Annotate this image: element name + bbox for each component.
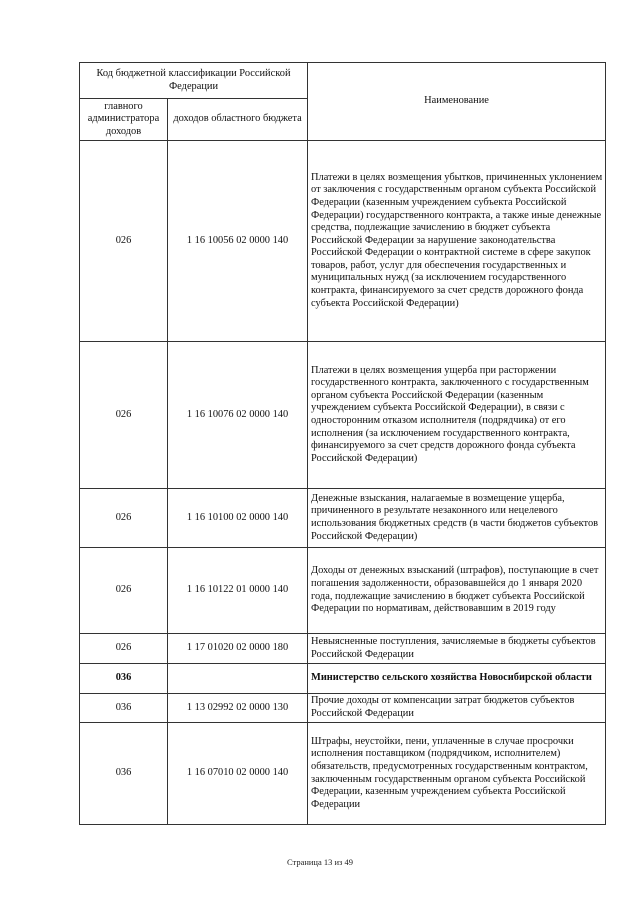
- income-name-cell: Платежи в целях возмещения ущерба при расторжении государственного контракта, заключенного с государственным органом субъекта Российской Федерации (казенным учреждением субъекта Российской Федерации), в связи с односторонним отказом исполнителя (подрядчика) от его исполнения (за исключением государственного контракта, финансируемого за счет средств дорожного фонда субъекта Российской Федерации): [308, 342, 606, 489]
- header-code-group: Код бюджетной классификации Российской Федерации: [80, 63, 308, 99]
- admin-code-cell: 026: [80, 489, 168, 548]
- income-code-cell: 1 17 01020 02 0000 180: [168, 634, 308, 664]
- admin-code-cell: 026: [80, 634, 168, 664]
- admin-code-cell: 036: [80, 723, 168, 825]
- table-row: [80, 723, 606, 825]
- header-name: Наименование: [308, 63, 606, 141]
- income-code-cell: [168, 664, 308, 694]
- table-row-section: [80, 664, 606, 694]
- income-name-cell: Платежи в целях возмещения убытков, причиненных уклонением от заключения с государственным органом субъекта Российской Федерации (казенным учреждением субъекта Российской Федерации) государственного контракта, а также иные денежные средства, подлежащие зачислению в бюджет субъекта Российской Федерации за нарушение законодательства Российской Федерации о контрактной системе в сфере закупок товаров, работ, услуг для обеспечения государственных и муниципальных нужд (за исключением государственного контракта, финансируемого за счет средств дорожного фонда субъекта Российской Федерации): [308, 141, 606, 342]
- page-number: Страница 13 из 49: [286, 857, 354, 867]
- header-income: доходов областного бюджета: [168, 99, 308, 141]
- budget-classification-table: [79, 62, 606, 825]
- income-code-cell: 1 16 07010 02 0000 140: [168, 723, 308, 825]
- income-code-cell: 1 16 10076 02 0000 140: [168, 342, 308, 489]
- admin-code-cell: 036: [80, 694, 168, 723]
- income-code-cell: 1 16 10056 02 0000 140: [168, 141, 308, 342]
- income-name-cell: Невыясненные поступления, зачисляемые в бюджеты субъектов Российской Федерации: [308, 634, 606, 664]
- income-name-cell: Штрафы, неустойки, пени, уплаченные в случае просрочки исполнения поставщиком (подрядчиком, исполнителем) обязательств, предусмотренных государственным контрактом, заключенным государственным органом субъекта Российской Федерации, казенным учреждением субъекта Российской Федерации: [308, 723, 606, 825]
- table-row: [80, 489, 606, 548]
- income-name-cell: Денежные взыскания, налагаемые в возмещение ущерба, причиненного в результате незаконного или нецелевого использования бюджетных средств (в части бюджетов субъектов Российской Федерации): [308, 489, 606, 548]
- table-header-row: [80, 63, 606, 99]
- table-row: [80, 634, 606, 664]
- admin-code-cell: 036: [80, 664, 168, 694]
- section-title-cell: Министерство сельского хозяйства Новосибирской области: [308, 664, 606, 694]
- admin-code-cell: 026: [80, 342, 168, 489]
- header-admin: главного администратора доходов: [80, 99, 168, 141]
- income-name-cell: Доходы от денежных взысканий (штрафов), поступающие в счет погашения задолженности, образовавшейся до 1 января 2020 года, подлежащие зачислению в бюджет субъекта Российской Федерации по нормативам, действовавшим в 2019 году: [308, 548, 606, 634]
- table-row: [80, 548, 606, 634]
- income-code-cell: 1 13 02992 02 0000 130: [168, 694, 308, 723]
- table-row: [80, 342, 606, 489]
- income-code-cell: 1 16 10100 02 0000 140: [168, 489, 308, 548]
- table-row: [80, 694, 606, 723]
- table-row: [80, 141, 606, 342]
- admin-code-cell: 026: [80, 548, 168, 634]
- income-name-cell: Прочие доходы от компенсации затрат бюджетов субъектов Российской Федерации: [308, 694, 606, 723]
- income-code-cell: 1 16 10122 01 0000 140: [168, 548, 308, 634]
- admin-code-cell: 026: [80, 141, 168, 342]
